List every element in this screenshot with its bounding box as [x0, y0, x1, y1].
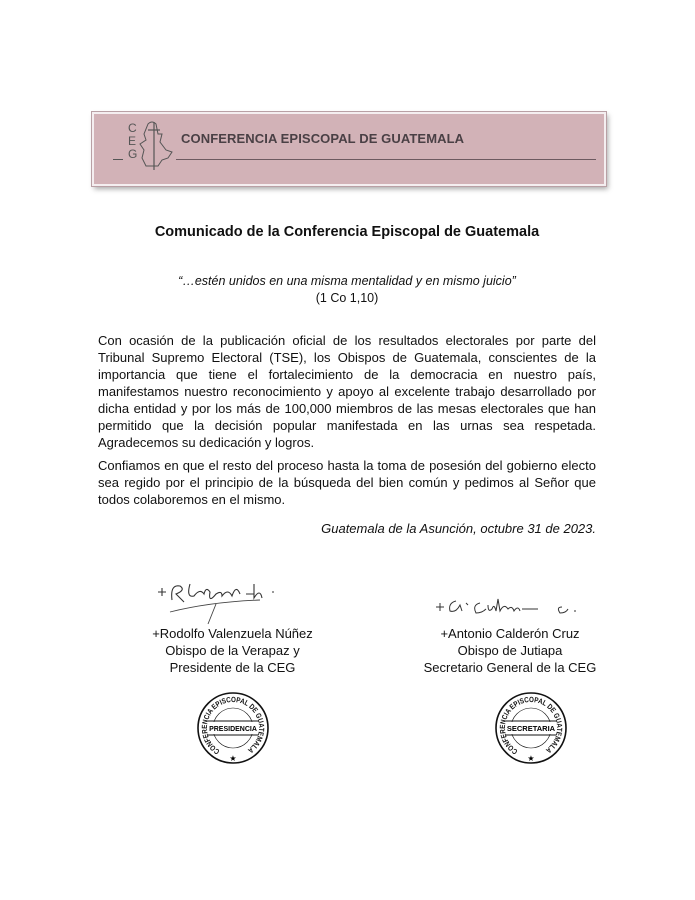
signatory-role: Obispo de la Verapaz y [165, 643, 300, 658]
star-icon: ★ [527, 754, 535, 763]
signature-calderon [432, 595, 602, 619]
logo-letter: G [128, 147, 138, 161]
signatory-name: +Antonio Calderón Cruz [440, 626, 580, 641]
stamp-ring-text: CONFERENCIA EPISCOPAL DE GUATEMALA [497, 694, 565, 757]
signature-valenzuela [150, 578, 300, 628]
logo-dash [113, 159, 123, 160]
signatory-valenzuela [125, 625, 340, 676]
document-title: Comunicado de la Conferencia Episcopal de Guatemala [154, 224, 540, 240]
stamp-ring-text: CONFERENCIA EPISCOPAL DE GUATEMALA [199, 694, 267, 757]
signatory-role: Presidente de la CEG [169, 660, 296, 675]
stamp-center-text: PRESIDENCIA [209, 726, 257, 733]
stamp-center-text: SECRETARIA [506, 724, 556, 733]
star-icon: ★ [229, 754, 237, 763]
logo-letter: E [128, 134, 137, 148]
date-line: Guatemala de la Asunción, octubre 31 de 2023. [321, 521, 596, 536]
paragraph: Confiamos en que el resto del proceso hasta la toma de posesión del gobierno electo sea regido por el principio de la búsqueda del bien común y pedimos al Señor que todos colaboremos en el mismo. [98, 458, 596, 507]
signatory-role: Obispo de Jutiapa [457, 643, 563, 658]
letterhead-rule [176, 159, 596, 160]
signatory-name: +Rodolfo Valenzuela Núñez [152, 626, 313, 641]
epigraph-quote: “…estén unidos en una misma mentalidad y en mismo juicio” [178, 274, 516, 288]
document-body [98, 223, 596, 537]
stamp-presidencia [196, 691, 270, 765]
stamp-secretaria [494, 691, 568, 765]
logo-letter: C [128, 121, 137, 135]
ceg-logo-letters [128, 122, 137, 161]
signatory-role: Secretario General de la CEG [423, 660, 597, 675]
paragraph: Con ocasión de la publicación oficial de los resultados electorales por parte del Tribunal Supremo Electoral (TSE), los Obispos de Guatemala, conscientes de la importancia que tiene el fortalecimiento de la democracia en nuestro país, manifestamos nuestro reconocimiento y apoyo al excelente trabajo desarrollado por dicha entidad y por los más de 100,000 miembros de las mesas electorales que han permitido que la decisión popular manifestada en las urnas sea respetada. Agradecemos su dedicación y logros. [98, 333, 596, 450]
epigraph-reference: (1 Co 1,10) [315, 291, 379, 305]
letterhead-banner [92, 112, 606, 186]
signatory-calderon [405, 625, 615, 676]
guatemala-map-cross-icon [138, 120, 178, 170]
organization-name: CONFERENCIA EPISCOPAL DE GUATEMALA [181, 131, 465, 146]
